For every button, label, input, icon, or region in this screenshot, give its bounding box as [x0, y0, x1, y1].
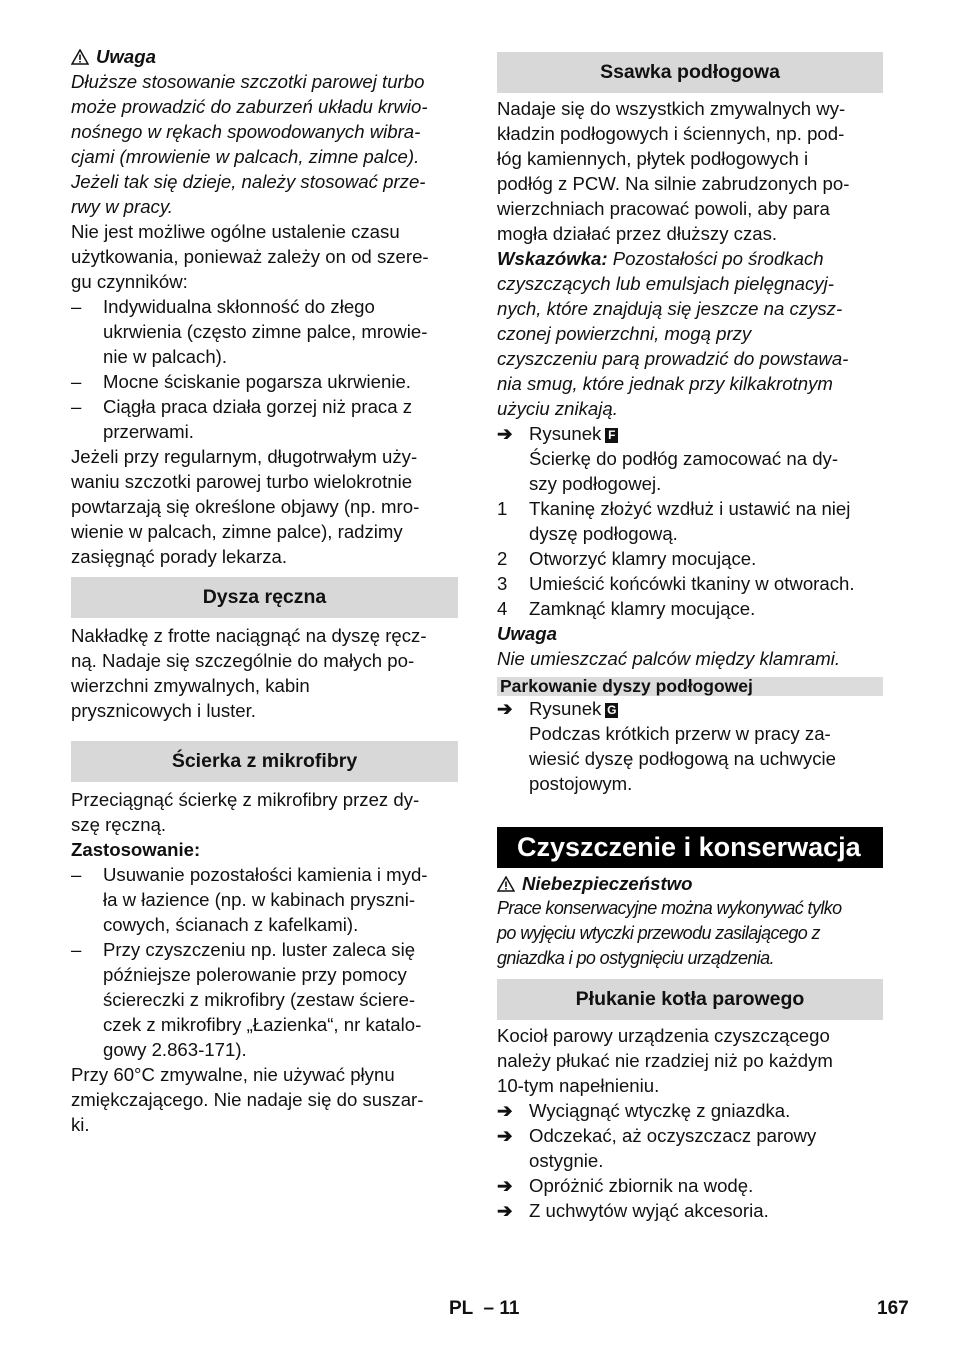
text-line: Opróżnić zbiornik na wodę. [529, 1175, 754, 1196]
list-item [71, 394, 458, 444]
step-item [497, 496, 883, 546]
section-heading-parking: Parkowanie dyszy podłogowej [497, 677, 883, 696]
step-item [497, 546, 883, 571]
right-column [497, 44, 883, 1223]
text-line: Z uchwytów wyjąć akcesoria. [529, 1200, 769, 1221]
text-line: szę ręczną. [71, 814, 167, 835]
figure-letter-f: F [605, 428, 618, 443]
flushing-step [497, 1123, 883, 1173]
text-line: Tkaninę złożyć wzdłuż i ustawić na niej [529, 498, 851, 519]
text-line: prysznicowych i luster. [71, 700, 256, 721]
text-line: może prowadzić do zaburzeń układu krwio- [71, 96, 428, 117]
text-line: ki. [71, 1114, 90, 1135]
text-line: należy płukać nie rzadziej niż po każdym [497, 1050, 833, 1071]
caution-label: Uwaga [497, 623, 557, 644]
text-line: kładzin podłogowych i ściennych, np. pod- [497, 123, 845, 144]
text-line: czyszczeniu parą prowadzić do powstawa- [497, 348, 849, 369]
text-line: cowych, ścianach z kafelkami). [103, 914, 359, 935]
warning-triangle-icon [497, 876, 515, 892]
text-line: przerwami. [103, 421, 194, 442]
microfiber-paragraph [71, 787, 458, 837]
dash-marker: – [71, 939, 82, 960]
chapter-heading-cleaning: Czyszczenie i konserwacja [497, 827, 883, 868]
step-number: 4 [497, 598, 508, 619]
flushing-step [497, 1173, 883, 1198]
figure-label: Rysunek [529, 423, 602, 444]
text-line: Indywidualna skłonność do złego [103, 296, 375, 317]
danger-text [497, 896, 883, 971]
text-line: wierzchni zmywalnych, kabin [71, 675, 310, 696]
danger-heading [497, 871, 883, 896]
text-line: Odczekać, aż oczyszczacz parowy [529, 1125, 817, 1146]
text-line: czonej powierzchni, mogą przy [497, 323, 752, 344]
text-line: cjami (mrowienie w palcach, zimne palce). [71, 146, 420, 167]
warning-heading [71, 44, 458, 69]
step-number: 2 [497, 548, 508, 569]
step-number: 3 [497, 573, 508, 594]
tip-note [497, 246, 883, 421]
usage-label: Zastosowanie: [71, 839, 201, 860]
doctor-advice-paragraph [71, 444, 458, 569]
arrow-right-icon: ➔ [497, 1175, 513, 1196]
text-line: Zamknąć klamry mocujące. [529, 598, 756, 619]
figure-label: Rysunek [529, 698, 602, 719]
text-line: gniazdka i po ostygnięciu urządzenia. [497, 948, 774, 968]
text-line: Dłuższe stosowanie szczotki parowej turbo [71, 71, 425, 92]
section-heading-hand-nozzle: Dysza ręczna [71, 577, 458, 618]
warning-triangle-icon [71, 49, 89, 65]
language-section-label: PL – 11 [449, 1298, 520, 1319]
flushing-step [497, 1098, 883, 1123]
flushing-step [497, 1198, 883, 1223]
text-line: użytkowania, ponieważ zależy on od szere- [71, 246, 429, 267]
text-line: Podczas krótkich przerw w pracy za- [529, 723, 831, 744]
step-number: 1 [497, 498, 508, 519]
section-heading-microfiber: Ścierka z mikrofibry [71, 741, 458, 782]
left-column [71, 44, 458, 1137]
text-line: ukrwienia (często zimne palce, mrowie- [103, 321, 428, 342]
text-line: Prace konserwacyjne można wykonywać tylko [497, 898, 842, 918]
text-line: wienie w palcach, zimne palce), radzimy [71, 521, 403, 542]
text-line: wiesić dyszę podłogową na uchwycie [529, 748, 836, 769]
hand-nozzle-paragraph [71, 623, 458, 723]
text-line: Nie jest możliwe ogólne ustalenie czasu [71, 221, 400, 242]
text-line: czyszczących lub emulsjach pielęgnacyj- [497, 273, 834, 294]
warning-title: Uwaga [96, 46, 156, 67]
floor-nozzle-paragraph [497, 96, 883, 246]
text-line: późniejsze polerowanie przy pomocy [103, 964, 407, 985]
section-heading-floor-nozzle: Ssawka podłogowa [497, 52, 883, 93]
list-item [71, 862, 458, 937]
text-line: wierzchniach pracować powoli, aby para [497, 198, 830, 219]
text-line: Ciągła praca działa gorzej niż praca z [103, 396, 413, 417]
text-line: czek z mikrofibry „Łazienka“, nr katalo- [103, 1014, 422, 1035]
text-line: powtarzają się określone objawy (np. mro- [71, 496, 420, 517]
caution-text: Nie umieszczać palców między klamrami. [497, 648, 841, 669]
text-line: Jeżeli przy regularnym, długotrwałym uży- [71, 446, 418, 467]
arrow-right-icon: ➔ [497, 698, 513, 719]
dash-marker: – [71, 864, 82, 885]
text-line: nośnego w rękach spowodowanych wibra- [71, 121, 421, 142]
text-line: Jeżeli tak się dzieje, należy stosować prze- [71, 171, 426, 192]
text-line: gu czynników: [71, 271, 188, 292]
figure-reference-g [497, 696, 883, 796]
step-item [497, 596, 883, 621]
warning-text [71, 69, 458, 219]
step-item [497, 571, 883, 596]
text-line: użyciu znikają. [497, 398, 618, 419]
text-line: Mocne ściskanie pogarsza ukrwienie. [103, 371, 411, 392]
text-line: Nadaje się do wszystkich zmywalnych wy- [497, 98, 846, 119]
text-line: Kocioł parowy urządzenia czyszczącego [497, 1025, 830, 1046]
danger-title: Niebezpieczeństwo [522, 873, 693, 894]
text-line: zasięgnąć porady lekarza. [71, 546, 288, 567]
page-number: 167 [877, 1298, 909, 1319]
figure-letter-g: G [607, 703, 617, 717]
text-line: zmiękczającego. Nie nadaje się do suszar- [71, 1089, 424, 1110]
text-line: nia smug, które jednak przy kilkakrotnym [497, 373, 833, 394]
text-line: Przy 60°C zmywalne, nie używać płynu [71, 1064, 395, 1085]
text-line: rwy w pracy. [71, 196, 173, 217]
text-line: gowy 2.863-171). [103, 1039, 247, 1060]
text-line: ną. Nadaje się szczególnie do małych po- [71, 650, 415, 671]
dash-marker: – [71, 296, 82, 317]
text-line: Ścierkę do podłóg zamocować na dy- [529, 448, 839, 469]
dash-marker: – [71, 396, 82, 417]
arrow-right-icon: ➔ [497, 423, 513, 444]
text-line: ściereczki z mikrofibry (zestaw ściere- [103, 989, 416, 1010]
text-line: szy podłogowej. [529, 473, 662, 494]
list-item [71, 294, 458, 369]
arrow-right-icon: ➔ [497, 1100, 513, 1121]
text-line: waniu szczotki parowej turbo wielokrotnie [71, 471, 413, 492]
text-line: 10-tym napełnieniu. [497, 1075, 660, 1096]
arrow-right-icon: ➔ [497, 1200, 513, 1221]
flushing-paragraph [497, 1023, 883, 1098]
usage-time-paragraph [71, 219, 458, 294]
text-line: Nakładkę z frotte naciągnąć na dyszę ręcz- [71, 625, 427, 646]
text-line: podłóg z PCW. Na silnie zabrudzonych po- [497, 173, 850, 194]
text-line: Otworzyć klamry mocujące. [529, 548, 757, 569]
figure-reference-f [497, 421, 883, 496]
dash-marker: – [71, 371, 82, 392]
tip-label: Wskazówka: [497, 248, 608, 269]
text-line: ła w łazience (np. w kabinach pryszni- [103, 889, 416, 910]
text-line: mogła działać przez dłuższy czas. [497, 223, 778, 244]
arrow-right-icon: ➔ [497, 1125, 513, 1146]
wash-instructions [71, 1062, 458, 1137]
list-item [71, 937, 458, 1062]
text-line: postojowym. [529, 773, 633, 794]
text-line: nie w palcach). [103, 346, 228, 367]
text-line: łóg kamiennych, płytek podłogowych i [497, 148, 809, 169]
text-line: Przy czyszczeniu np. luster zaleca się [103, 939, 416, 960]
text-line: Wyciągnąć wtyczkę z gniazdka. [529, 1100, 791, 1121]
text-line: Usuwanie pozostałości kamienia i myd- [103, 864, 428, 885]
section-heading-flushing: Płukanie kotła parowego [497, 979, 883, 1020]
text-line: nych, które znajdują się jeszcze na czysz- [497, 298, 843, 319]
text-line: Umieścić końcówki tkaniny w otworach. [529, 573, 855, 594]
tip-text: Pozostałości po środkach [607, 248, 824, 269]
text-line: dyszę podłogową. [529, 523, 678, 544]
list-item [71, 369, 458, 394]
text-line: Przeciągnąć ścierkę z mikrofibry przez dy- [71, 789, 420, 810]
text-line: po wyjęciu wtyczki przewodu zasilającego z [497, 923, 820, 943]
text-line: ostygnie. [529, 1150, 604, 1171]
